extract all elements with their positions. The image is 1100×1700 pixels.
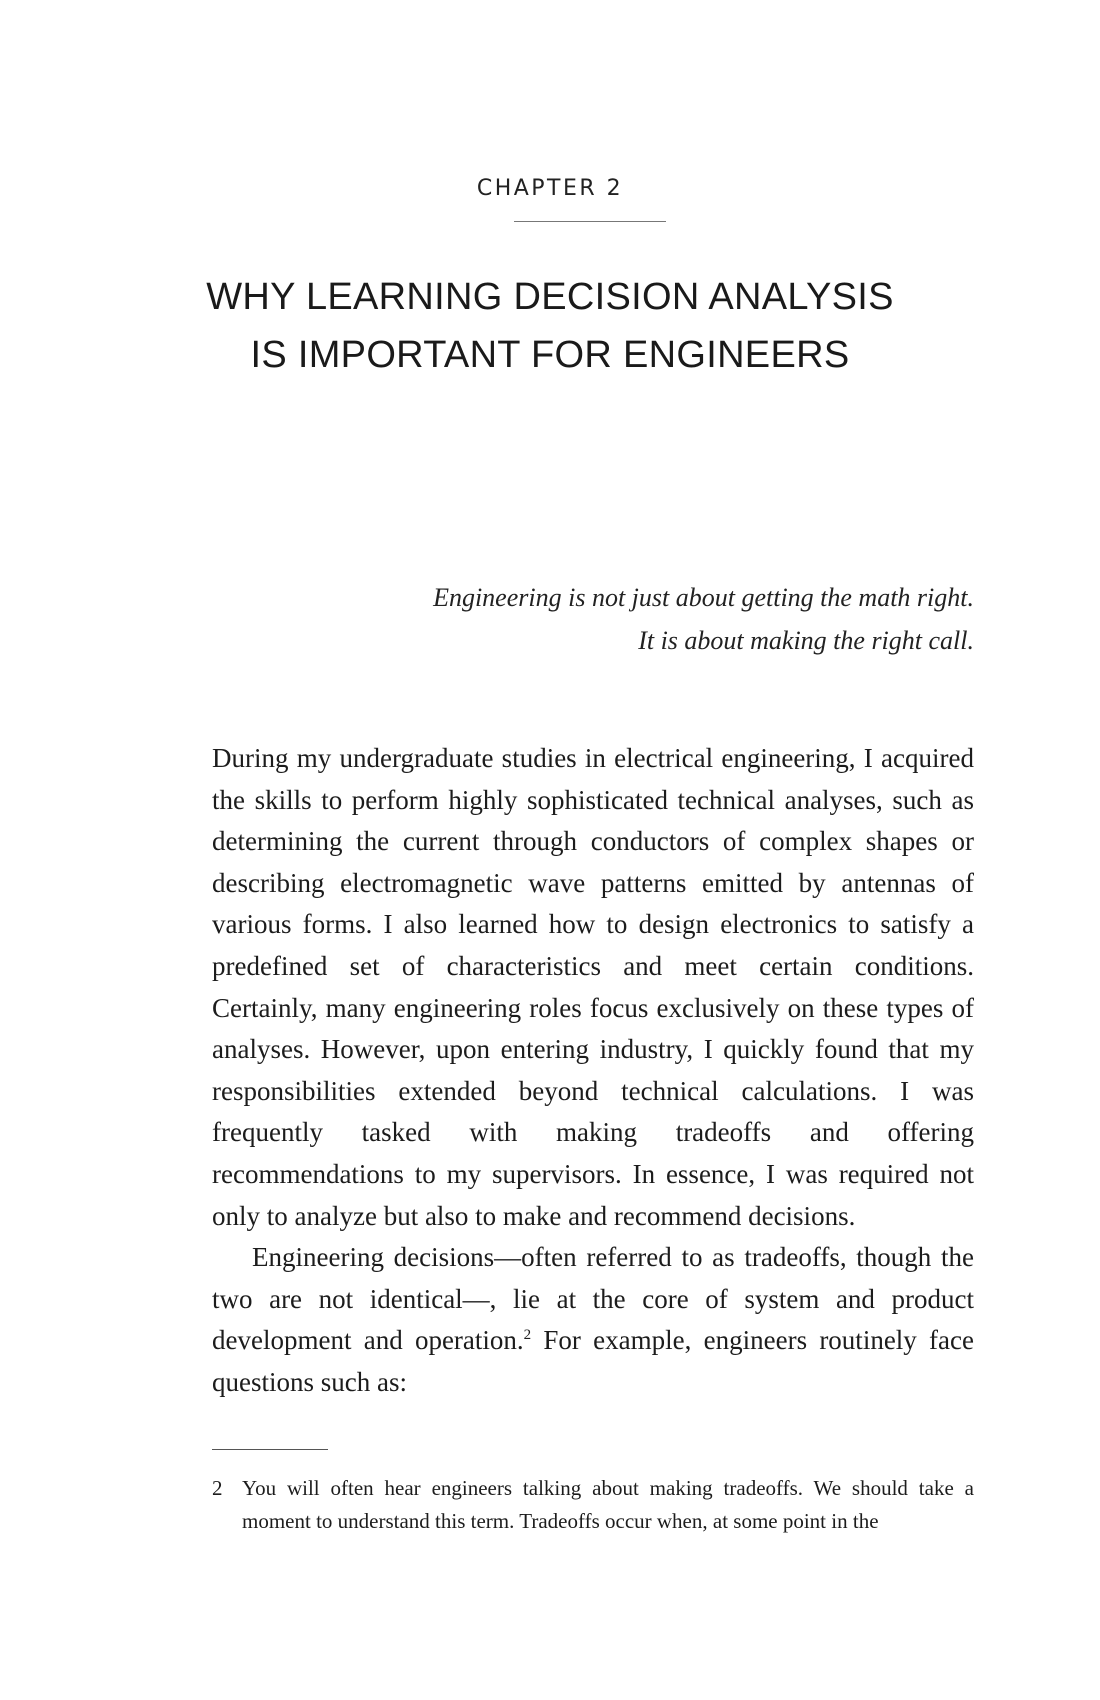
chapter-label: CHAPTER 2 bbox=[476, 176, 624, 201]
footnote-number: 2 bbox=[212, 1476, 223, 1500]
chapter-title bbox=[150, 268, 950, 384]
body-text bbox=[212, 738, 974, 1404]
footnote-reference[interactable]: 2 bbox=[523, 1327, 532, 1344]
paragraph-2-text-end: For example, engineers routinely face questions such as: bbox=[212, 1325, 974, 1397]
epigraph-line-2: It is about making the right call. bbox=[638, 626, 974, 655]
footnote bbox=[212, 1472, 974, 1538]
epigraph-line-1: Engineering is not just about getting the math right. bbox=[433, 583, 974, 612]
paragraph-2 bbox=[212, 1237, 974, 1403]
chapter-divider bbox=[514, 221, 666, 222]
epigraph bbox=[300, 576, 974, 662]
chapter-title-line-1: WHY LEARNING DECISION ANALYSIS bbox=[206, 276, 894, 318]
chapter-title-line-2: IS IMPORTANT FOR ENGINEERS bbox=[250, 334, 850, 376]
paragraph-1: During my undergraduate studies in electrical engineering, I acquired the skills to perform highly sophisticated technical analyses, such as determining the current through conductors of complex shapes or describing electromagnetic wave patterns emitted by antennas of various forms. I also learned how to design electronics to satisfy a predefined set of characteristics and meet certain conditions. Certainly, many engineering roles focus exclusively on these types of analyses. However, upon entering industry, I quickly found that my responsibilities extended beyond technical calculations. I was frequently tasked with making tradeoffs and offering recommendations to my supervisors. In essence, I was required not only to analyze but also to make and recommend decisions. bbox=[212, 743, 974, 1231]
footnote-divider bbox=[212, 1449, 328, 1450]
footnote-text: You will often hear engineers talking about making tradeoffs. We should take a moment to understand this term. Tradeoffs occur when, at some point in the bbox=[242, 1476, 974, 1533]
paragraph-2-text-start: Engineering decisions—often referred to as tradeoffs, though the two are not identical—, lie at the core of system and product development and operation. bbox=[212, 1242, 974, 1356]
